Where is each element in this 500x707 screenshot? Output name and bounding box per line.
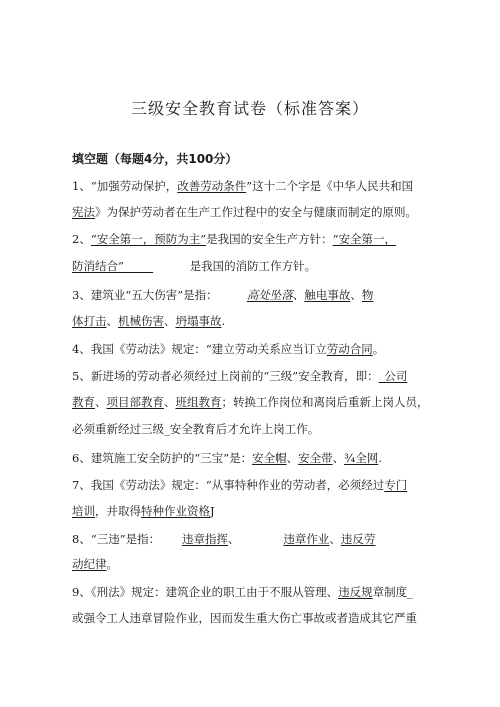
answer-blank: 特种作业资格 (141, 504, 210, 518)
question-line (72, 531, 442, 547)
question-line (72, 258, 442, 274)
question-text: . (221, 314, 226, 328)
answer-blank: 动纪律 (72, 557, 107, 571)
question-text: ”这十二个字是《中华人民共和国 (246, 179, 414, 193)
question-text: 。 (106, 557, 118, 571)
question-line (72, 341, 442, 357)
question-text: 必须重新经过三级_安全教育后才允许上岗工作。 (72, 422, 320, 436)
question-text: 是我国的安全生产方针： (206, 232, 333, 246)
question-text: 、 (106, 314, 118, 328)
question-text: J (210, 504, 215, 518)
question-line (72, 556, 442, 572)
answer-blank: “安全第一， (332, 232, 396, 246)
answer-blank: 坍塌事故 (175, 314, 222, 328)
answer-blank: 宪法 (72, 205, 95, 219)
question-text: 6、建筑施工安全防护的“三宝”是： (72, 451, 253, 465)
answer-blank: ¾全网 (344, 451, 379, 465)
answer-blank: 培训 (72, 504, 95, 518)
answer-blank: 班组教育 (175, 395, 222, 409)
question-text: 是我国的消防工作方针。 (153, 259, 317, 273)
question-line (72, 394, 442, 410)
question-text: 4、我国《劳动法》规定：“建立劳动关系应当订立 (72, 342, 327, 356)
question-text: 、 (329, 532, 341, 546)
question-text: 3、建筑业“五大伤害”是指： (72, 288, 247, 302)
question-text: 、 (286, 451, 299, 465)
answer-blank: 高处坠落 (246, 288, 293, 302)
question-line (72, 287, 442, 303)
answer-blank: 物 (361, 288, 374, 302)
question-text: 》为保护劳动者在生产工作过程中的安全与健康而制定的原则。 (95, 205, 417, 219)
answer-blank: 安全帽 (252, 451, 287, 465)
question-line (72, 313, 442, 329)
question-text: 、 (228, 532, 284, 546)
answer-blank: 体打击 (72, 314, 107, 328)
question-text: 5、新进场的劳动者必须经过上岗前的“三级”安全教育，即： (72, 369, 379, 383)
question-text: 或强令工人违章冒险作业，因而发生重大伤亡事故或者造成其它严重 (72, 611, 417, 625)
question-text: 、 (164, 395, 176, 409)
question-line (72, 584, 442, 600)
question-line (72, 477, 442, 493)
question-text: . (378, 451, 382, 465)
question-line (72, 421, 442, 437)
question-text: 、 (332, 451, 345, 465)
page-title: 三级安全教育试卷（标准答案） (130, 99, 369, 118)
question-text: ；转换工作岗位和离岗后重新上岗人员， (221, 395, 429, 409)
answer-blank: 教育 (72, 395, 95, 409)
question-text: 7、我国《劳动法》规定：“从事特种作业的劳动者，必须经过 (72, 478, 385, 492)
answer-blank: 违章作业 (283, 532, 330, 546)
answer-blank: _公司 (378, 369, 408, 383)
question-text: 。 (372, 342, 385, 356)
question-line (72, 368, 442, 384)
question-text: 章制度_ (372, 585, 413, 599)
question-text: 1、“加强劳动保护， (72, 179, 178, 193)
answer-blank: 机械伤害 (118, 314, 164, 328)
question-line (72, 178, 442, 194)
answer-blank: 违章指挥 (182, 532, 229, 546)
question-text: ，并取得 (95, 504, 141, 518)
question-text: 8、“三违”是指： (72, 532, 183, 546)
answer-blank: “安全第一，预防为主” (90, 232, 207, 246)
answer-blank: 改善劳动条件 (177, 179, 247, 193)
answer-blank: 劳动合同 (326, 342, 373, 356)
question-text: 2、 (72, 232, 91, 246)
question-line (72, 450, 442, 466)
answer-blank: 违反规 (338, 585, 373, 599)
question-text: 、 (95, 395, 107, 409)
question-text: 、 (292, 288, 305, 302)
answer-blank: 安全带 (298, 451, 333, 465)
answer-blank: 触电事故 (304, 288, 351, 302)
question-text: 9、《刑法》规定：建筑企业的职工由于不服从管理、 (72, 585, 339, 599)
question-text: 、 (350, 288, 362, 302)
question-line (72, 231, 442, 247)
question-line (72, 503, 442, 519)
answer-blank: 违反劳 (340, 532, 376, 546)
answer-blank: 专门 (384, 478, 408, 492)
question-text: 、 (164, 314, 176, 328)
question-line (72, 204, 442, 220)
answer-blank: 防消结合” (72, 259, 154, 273)
question-line (72, 610, 442, 626)
answer-blank: 项目部教育 (106, 395, 164, 409)
section-heading: 填空题（每题4分，共100分） (72, 152, 238, 166)
